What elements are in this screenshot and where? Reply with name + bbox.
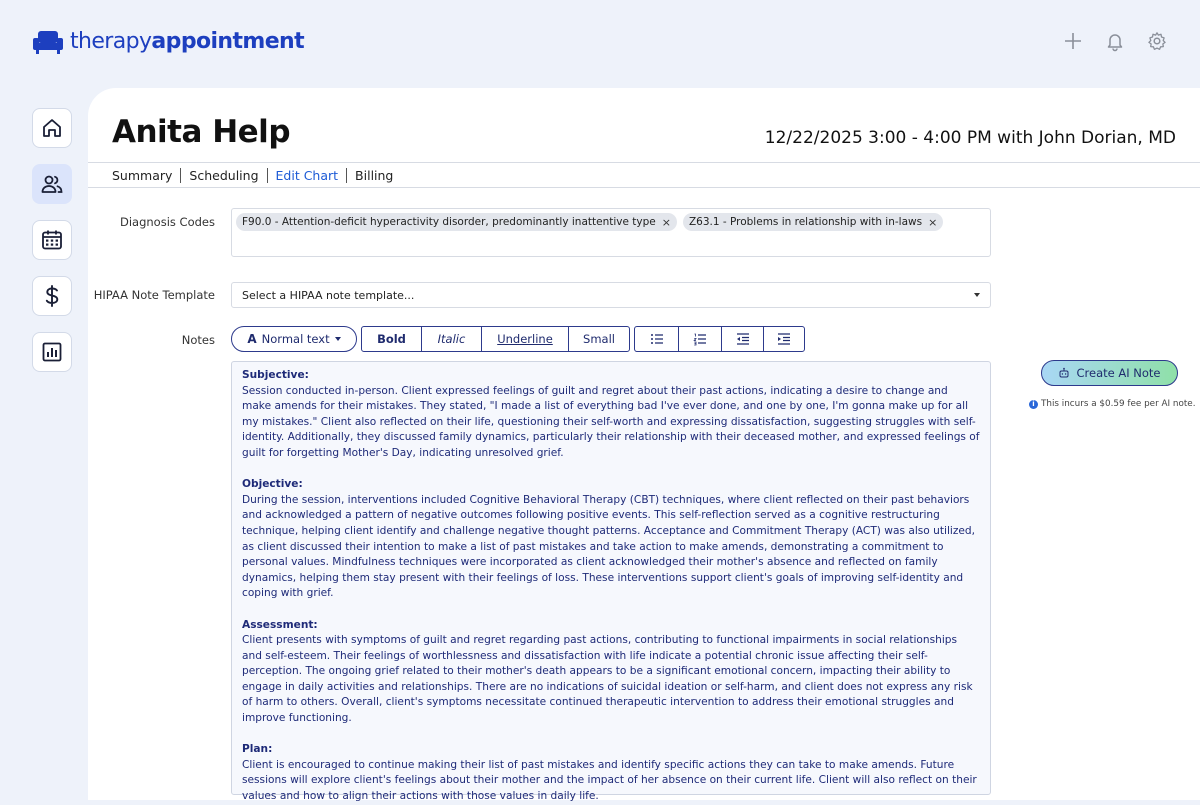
notes-label: Notes: [181, 333, 215, 347]
top-bar: [0, 0, 1200, 88]
note-section-plan: [242, 742, 980, 804]
bell-icon[interactable]: [1102, 30, 1128, 52]
create-ai-note-button[interactable]: [1041, 360, 1178, 386]
ai-robot-icon: [1058, 367, 1070, 379]
home-icon: [40, 116, 64, 140]
small-button[interactable]: Small: [568, 327, 629, 351]
note-section-assessment: [242, 618, 980, 727]
hipaa-template-select[interactable]: [231, 282, 991, 308]
info-icon: i: [1029, 400, 1038, 409]
nav-calendar[interactable]: [32, 220, 72, 260]
bold-button[interactable]: Bold: [377, 332, 406, 346]
reports-chart-icon: [40, 340, 64, 364]
template-label: HIPAA Note Template: [93, 288, 215, 302]
chevron-down-icon: [335, 337, 341, 341]
outdent-button[interactable]: [721, 327, 763, 351]
tab-summary[interactable]: Summary: [112, 167, 173, 183]
chevron-down-icon: [974, 293, 980, 297]
close-icon[interactable]: ×: [661, 215, 671, 229]
notes-editor[interactable]: [231, 361, 991, 803]
numbered-list-icon: [693, 332, 707, 346]
chart-tabs: [88, 162, 1200, 188]
note-section-objective: [242, 477, 980, 602]
diagnosis-input[interactable]: [231, 208, 991, 257]
brand-name-bold: appointment: [151, 29, 305, 54]
underline-button[interactable]: Underline: [481, 327, 568, 351]
italic-button[interactable]: Italic: [421, 327, 481, 351]
page-title: Anita Help: [112, 114, 291, 150]
create-ai-note-label: Create AI Note: [1076, 366, 1161, 380]
tab-edit-chart[interactable]: Edit Chart: [267, 168, 347, 183]
nav-reports[interactable]: [32, 332, 72, 372]
text-style-dropdown[interactable]: [231, 326, 357, 352]
tab-scheduling[interactable]: Scheduling: [180, 168, 266, 183]
diagnosis-chip: [236, 213, 677, 231]
note-heading: Objective:: [242, 478, 303, 491]
format-buttons: [361, 326, 630, 352]
note-heading: Assessment:: [242, 618, 318, 631]
outdent-icon: [736, 332, 750, 346]
numbered-list-button[interactable]: [678, 327, 721, 351]
list-buttons: [634, 326, 805, 352]
note-body: Session conducted in-person. Client expressed feelings of guilt and regret about their past actions, indicating a desire to change and make amends for their mistakes. They stated, "I made a list of everything bad I've ever done, and one by one, I'm gonna make up for all my mistakes." Client also reflected on their life, questioning their self-worth and expressing dissatisfaction, suggesting struggles with self-identity. Additionally, they discussed family dynamics, particularly their relationship with their deceased mother, and expressed feelings of guilt for forgetting Mother's Day, indicating unresolved grief.: [242, 384, 980, 459]
brand-name: [70, 28, 304, 56]
diagnosis-label: Diagnosis Codes: [120, 215, 215, 229]
gear-icon[interactable]: [1144, 30, 1170, 52]
appointment-info: 12/22/2025 3:00 - 4:00 PM with John Dorian, MD: [764, 128, 1176, 148]
text-style-label: Normal text: [261, 332, 330, 346]
note-body: Client is encouraged to continue making their list of past mistakes and identify specific actions they can take to make amends. Future sessions will explore client's feelings about their mother and the impact of her absence on their current life. Client will also reflect on their values and how to align their actions with those values in daily life.: [242, 758, 977, 803]
brand-logo[interactable]: [32, 28, 304, 56]
brand-name-light: therapy: [70, 29, 152, 54]
bullet-list-icon: [650, 332, 664, 346]
close-icon[interactable]: ×: [928, 215, 938, 229]
plus-icon[interactable]: [1060, 30, 1086, 52]
billing-dollar-icon: [40, 284, 64, 308]
couch-logo-icon: [32, 29, 64, 55]
note-heading: Subjective:: [242, 369, 309, 381]
bullet-list-button[interactable]: [635, 327, 678, 351]
nav-clients[interactable]: [32, 164, 72, 204]
header-actions: [1060, 30, 1170, 52]
main-panel: [88, 88, 1200, 803]
diagnosis-chip: [683, 213, 943, 231]
tab-billing[interactable]: Billing: [346, 168, 401, 183]
indent-button[interactable]: [763, 327, 804, 351]
note-section-subjective: [242, 368, 980, 462]
clients-icon: [40, 172, 64, 196]
ai-fee-notice: [1029, 399, 1196, 409]
template-placeholder: Select a HIPAA note template...: [242, 288, 415, 302]
diagnosis-chip-label: F90.0 - Attention-deficit hyperactivity disorder, predominantly inattentive type: [242, 216, 656, 228]
diagnosis-chip-label: Z63.1 - Problems in relationship with in-laws: [688, 216, 923, 228]
note-heading: Plan:: [242, 743, 273, 756]
nav-home[interactable]: [32, 108, 72, 148]
calendar-icon: [40, 228, 64, 252]
text-style-icon: A: [247, 332, 257, 346]
side-nav: [32, 108, 72, 372]
nav-billing[interactable]: [32, 276, 72, 316]
indent-icon: [777, 332, 791, 346]
note-body: During the session, interventions included Cognitive Behavioral Therapy (CBT) techniques, where client reflected on their past behaviors and acknowledged a pattern of negative outcomes following positive events. This self-reflection served as a cognitive restructuring technique, helping client identify and challenge negative thought patterns. Acceptance and Commitment Therapy (ACT) was also utilized, as client discussed their intention to make a list of past mistakes and take action to make amends, demonstrating a commitment to personal values. Mindfulness techniques were incorporated as client acknowledged their mother's absence and reflected on family dynamics, helping them stay present with their feelings of loss. These interventions support client's goals of improving self-identity and coping with grief.: [242, 493, 976, 600]
ai-fee-text: This incurs a $0.59 fee per AI note.: [1041, 399, 1196, 409]
note-body: Client presents with symptoms of guilt and regret regarding past actions, contributing to functional impairments in social relationships and self-esteem. Their feelings of worthlessness and dissatisfaction with life indicate a potential chronic issue affecting their self-perception. The ongoing grief related to their mother's death appears to be a significant emotional concern, impacting their ability to engage in daily activities and relationships. There are no indications of suicidal ideation or self-harm, and client does not express any risk of harm to others. Overall, client's symptoms necessitate continued therapeutic intervention to address their emotional struggles and improve functioning.: [242, 634, 973, 725]
